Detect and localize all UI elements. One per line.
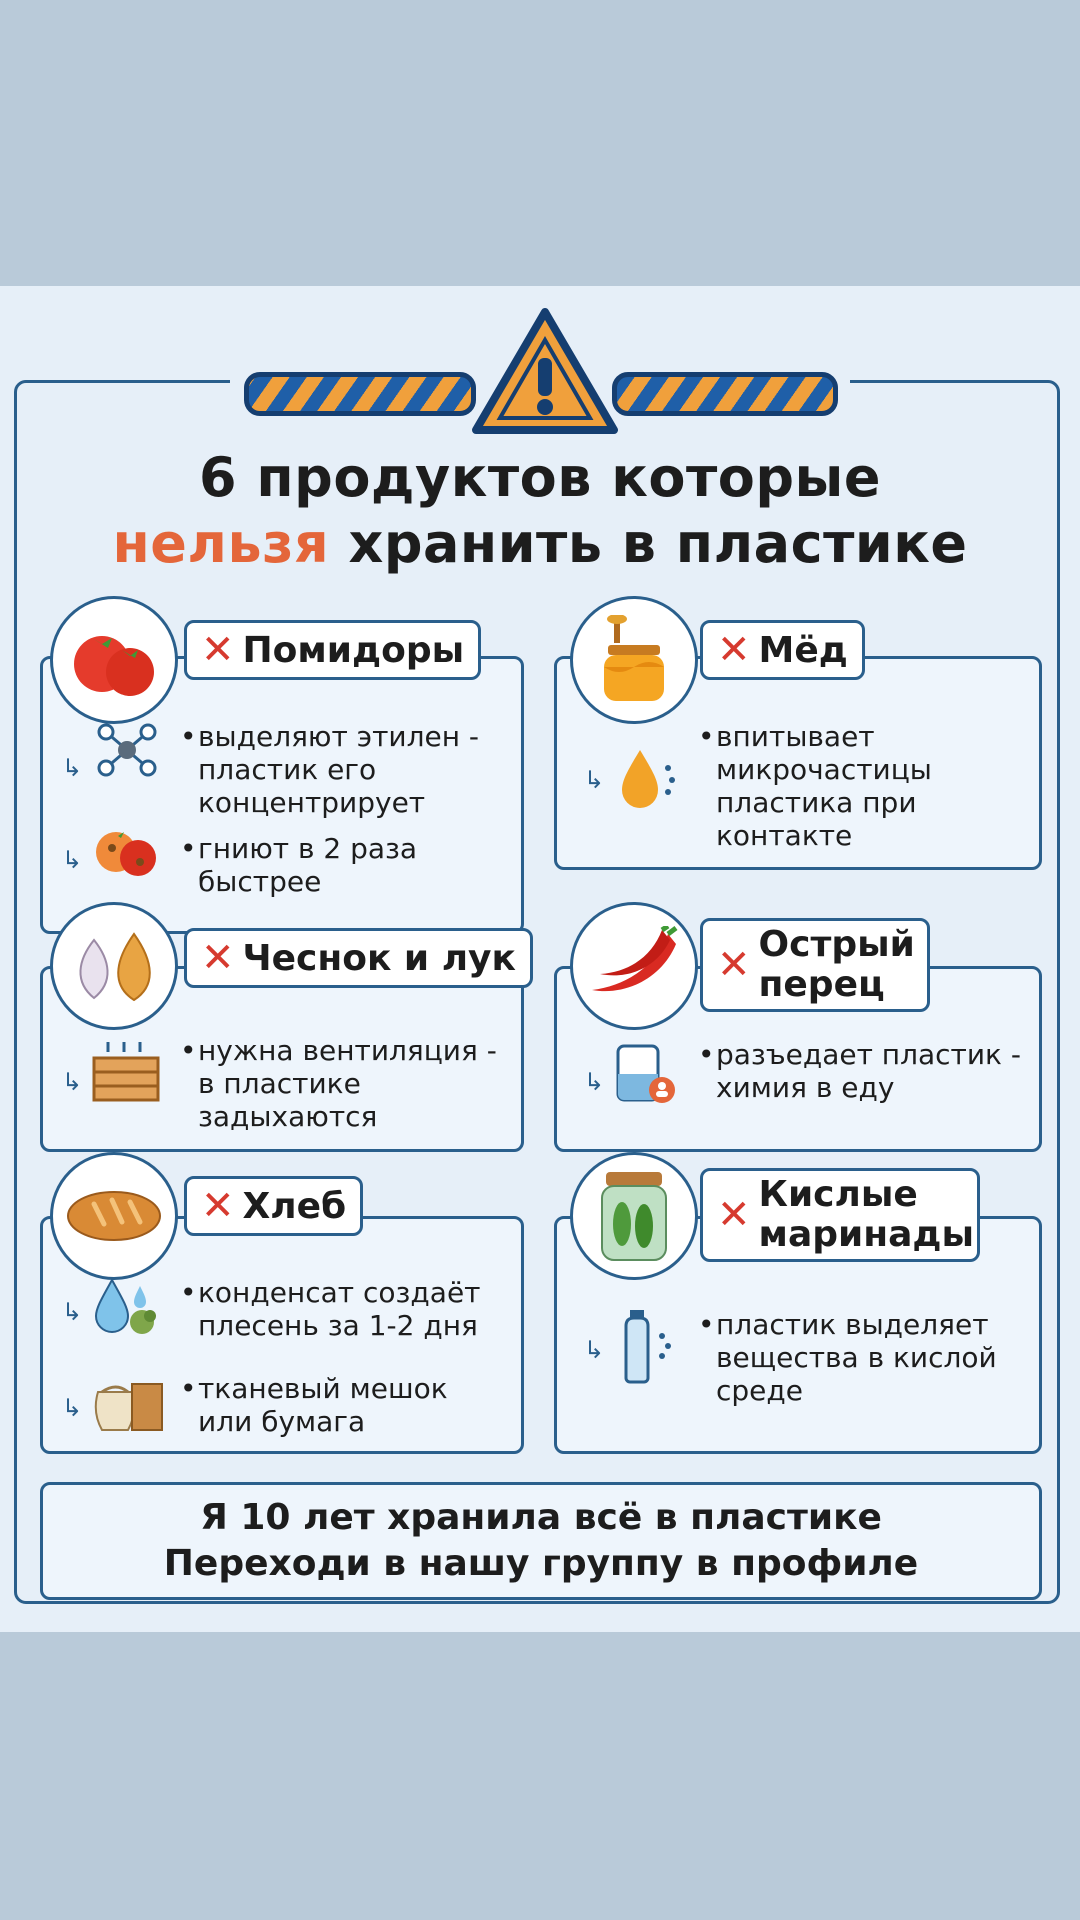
- cross-icon: ✕: [717, 1192, 751, 1238]
- tomato-icon: [50, 596, 178, 724]
- bullet-text: • впитывает микрочастицы пластика при контакте: [698, 720, 932, 852]
- arrow-icon: ↳: [62, 1298, 83, 1326]
- honey-jar-icon: [570, 596, 698, 724]
- bullet-text: • гниют в 2 раза быстрее: [180, 832, 418, 898]
- bullet-text: • разъедает пластик - химия в еду: [698, 1038, 1021, 1104]
- cloth-paper-bag-icon: [88, 1370, 168, 1434]
- cross-icon: ✕: [201, 935, 235, 981]
- cross-icon: ✕: [717, 627, 751, 673]
- crate-icon: [88, 1038, 164, 1104]
- bottom-cta-box: [40, 1482, 1042, 1600]
- bread-icon: [50, 1152, 178, 1280]
- chili-pepper-icon: [570, 902, 698, 1030]
- bullet-text: • тканевый мешок или бумага: [180, 1372, 448, 1438]
- melting-container-icon: [612, 1038, 682, 1108]
- warning-icon: [470, 306, 620, 436]
- card-title-marinades: ✕ Кислые маринады: [700, 1168, 980, 1262]
- page-title-line2: [0, 512, 1080, 575]
- card-title-tomatoes: ✕ Помидоры: [184, 620, 481, 680]
- arrow-icon: ↳: [584, 1068, 605, 1096]
- garlic-onion-icon: [50, 902, 178, 1030]
- card-title-garlic-onion: ✕ Чеснок и лук: [184, 928, 533, 988]
- cross-icon: ✕: [717, 942, 751, 988]
- title-rest: хранить в пластике: [329, 512, 968, 575]
- bullet-text: • конденсат создаёт плесень за 1-2 дня: [180, 1276, 481, 1342]
- card-title-bread: ✕ Хлеб: [184, 1176, 363, 1236]
- rotten-tomato-icon: [92, 818, 162, 882]
- pickle-jar-icon: [570, 1152, 698, 1280]
- honey-drop-icon: [618, 746, 678, 812]
- cta-line1: Я 10 лет хранила всё в пластике: [200, 1497, 882, 1538]
- hazard-stripe-left: [244, 372, 476, 416]
- cta-line2: Переходи в нашу группу в профиле: [163, 1543, 919, 1584]
- arrow-icon: ↳: [62, 1394, 83, 1422]
- cross-icon: ✕: [201, 627, 235, 673]
- arrow-icon: ↳: [584, 1336, 605, 1364]
- bullet-text: • пластик выделяет вещества в кислой среде: [698, 1308, 997, 1407]
- arrow-icon: ↳: [62, 754, 83, 782]
- arrow-icon: ↳: [62, 846, 83, 874]
- bullet-text: • выделяют этилен - пластик его концентрирует: [180, 720, 480, 819]
- arrow-icon: ↳: [584, 766, 605, 794]
- molecule-icon: [92, 722, 162, 778]
- card-title-honey: ✕ Мёд: [700, 620, 865, 680]
- title-accent: нельзя: [112, 512, 330, 575]
- infographic-panel: [0, 286, 1080, 1632]
- cross-icon: ✕: [201, 1183, 235, 1229]
- hazard-stripe-right: [612, 372, 838, 416]
- condensation-mold-icon: [92, 1276, 162, 1340]
- bullet-text: • нужна вентиляция - в пластике задыхаются: [180, 1034, 497, 1133]
- card-title-hot-pepper: ✕ Острый перец: [700, 918, 930, 1012]
- plastic-bottle-icon: [618, 1308, 678, 1384]
- page-title-line1: 6 продуктов которые: [198, 446, 882, 509]
- arrow-icon: ↳: [62, 1068, 83, 1096]
